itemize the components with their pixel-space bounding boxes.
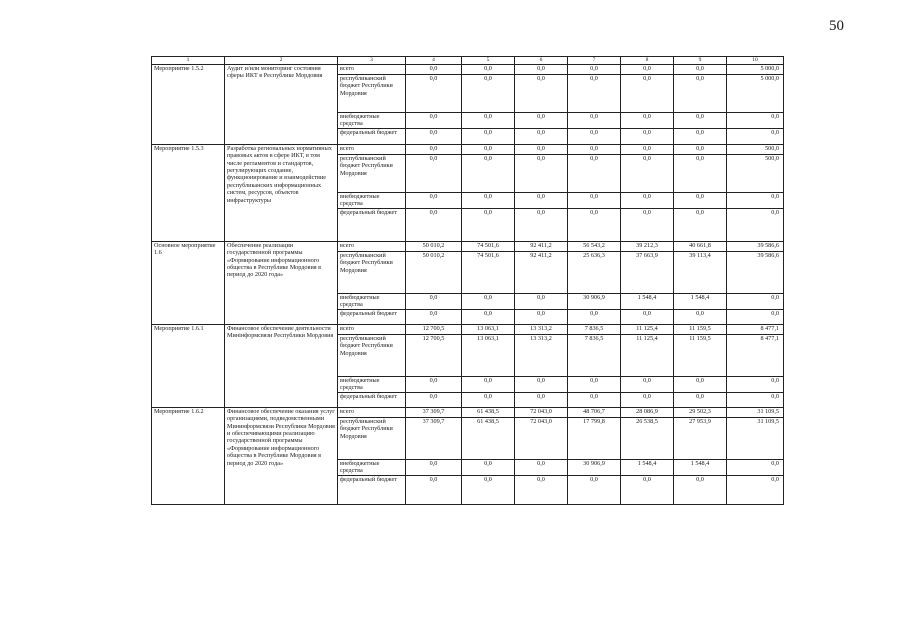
- amount-cell: 0,0: [621, 392, 674, 407]
- funding-source: внебюджетные средства: [338, 459, 406, 475]
- funding-source: республиканский бюджет Республики Мордовия: [338, 251, 406, 293]
- funding-source: федеральный бюджет: [338, 128, 406, 144]
- amount-cell: 61 438,5: [462, 407, 515, 417]
- amount-cell: 0,0: [727, 459, 784, 475]
- activity-code: Мероприятие 1.5.3: [152, 144, 225, 241]
- table-body: [152, 65, 784, 505]
- amount-cell: 37 663,9: [621, 251, 674, 293]
- amount-cell: 0,0: [727, 208, 784, 241]
- amount-cell: 0,0: [406, 192, 462, 208]
- budget-table: [151, 56, 784, 505]
- amount-cell: 0,0: [621, 309, 674, 324]
- table-row: [152, 324, 784, 334]
- amount-cell: 0,0: [515, 392, 568, 407]
- amount-cell: 7 836,5: [568, 324, 621, 334]
- funding-source: внебюджетные средства: [338, 113, 406, 129]
- funding-source: внебюджетные средства: [338, 376, 406, 392]
- funding-source: республиканский бюджет Республики Мордовия: [338, 334, 406, 376]
- funding-source: всего: [338, 65, 406, 75]
- amount-cell: 0,0: [462, 475, 515, 504]
- amount-cell: 48 706,7: [568, 407, 621, 417]
- activity-name: Финансовое обеспечение оказания услуг организациями, подведомственными Мининформсвязи Республики Мордовия и обеспечивающими реализацию государственной программы «Формирование информационного общества в Республике Мордовия в период до 2020 года»: [225, 407, 338, 504]
- amount-cell: 0,0: [621, 475, 674, 504]
- amount-cell: 5 000,0: [727, 65, 784, 75]
- amount-cell: 0,0: [515, 475, 568, 504]
- amount-cell: 0,0: [406, 376, 462, 392]
- amount-cell: 0,0: [568, 475, 621, 504]
- amount-cell: 0,0: [568, 309, 621, 324]
- amount-cell: 0,0: [462, 459, 515, 475]
- amount-cell: 0,0: [515, 65, 568, 75]
- table-row: [152, 241, 784, 251]
- column-header: 9: [674, 57, 727, 65]
- funding-source: федеральный бюджет: [338, 475, 406, 504]
- amount-cell: 0,0: [621, 154, 674, 192]
- column-header: 6: [515, 57, 568, 65]
- amount-cell: 0,0: [727, 376, 784, 392]
- amount-cell: 0,0: [406, 128, 462, 144]
- amount-cell: 0,0: [462, 293, 515, 309]
- amount-cell: 0,0: [462, 154, 515, 192]
- column-header: 4: [406, 57, 462, 65]
- funding-source: всего: [338, 241, 406, 251]
- amount-cell: 11 159,5: [674, 334, 727, 376]
- amount-cell: 1 548,4: [674, 293, 727, 309]
- activity-name: Финансовое обеспечение деятельности Минінформсвязи Республики Мордовия: [225, 324, 338, 407]
- column-header: 7: [568, 57, 621, 65]
- amount-cell: 30 906,9: [568, 459, 621, 475]
- amount-cell: 0,0: [568, 208, 621, 241]
- amount-cell: 0,0: [515, 208, 568, 241]
- column-header: 1: [152, 57, 225, 65]
- amount-cell: 1 548,4: [674, 459, 727, 475]
- amount-cell: 13 313,2: [515, 334, 568, 376]
- amount-cell: 50 010,2: [406, 251, 462, 293]
- column-header: 5: [462, 57, 515, 65]
- amount-cell: 0,0: [621, 65, 674, 75]
- amount-cell: 11 125,4: [621, 334, 674, 376]
- amount-cell: 0,0: [621, 208, 674, 241]
- amount-cell: 17 799,8: [568, 417, 621, 459]
- amount-cell: 0,0: [406, 113, 462, 129]
- amount-cell: 0,0: [406, 293, 462, 309]
- funding-source: федеральный бюджет: [338, 392, 406, 407]
- amount-cell: 56 543,2: [568, 241, 621, 251]
- amount-cell: 0,0: [515, 459, 568, 475]
- amount-cell: 7 836,5: [568, 334, 621, 376]
- amount-cell: 40 661,8: [674, 241, 727, 251]
- amount-cell: 0,0: [462, 144, 515, 154]
- amount-cell: 31 109,5: [727, 407, 784, 417]
- amount-cell: 0,0: [406, 144, 462, 154]
- amount-cell: 0,0: [568, 192, 621, 208]
- amount-cell: 0,0: [674, 154, 727, 192]
- amount-cell: 0,0: [568, 75, 621, 113]
- amount-cell: 0,0: [515, 309, 568, 324]
- amount-cell: 11 125,4: [621, 324, 674, 334]
- amount-cell: 27 953,9: [674, 417, 727, 459]
- amount-cell: 0,0: [674, 208, 727, 241]
- amount-cell: 0,0: [515, 75, 568, 113]
- amount-cell: 0,0: [621, 113, 674, 129]
- activity-code: Мероприятие 1.5.2: [152, 65, 225, 145]
- amount-cell: 0,0: [621, 128, 674, 144]
- amount-cell: 0,0: [674, 75, 727, 113]
- amount-cell: 0,0: [621, 75, 674, 113]
- amount-cell: 0,0: [727, 113, 784, 129]
- amount-cell: 0,0: [568, 65, 621, 75]
- amount-cell: 13 063,1: [462, 334, 515, 376]
- amount-cell: 39 586,6: [727, 251, 784, 293]
- amount-cell: 13 313,2: [515, 324, 568, 334]
- amount-cell: 0,0: [406, 475, 462, 504]
- amount-cell: 0,0: [462, 75, 515, 113]
- column-header: 3: [338, 57, 406, 65]
- amount-cell: 37 309,7: [406, 417, 462, 459]
- amount-cell: 30 906,9: [568, 293, 621, 309]
- column-header: 8: [621, 57, 674, 65]
- amount-cell: 0,0: [462, 376, 515, 392]
- amount-cell: 0,0: [462, 65, 515, 75]
- amount-cell: 0,0: [515, 192, 568, 208]
- amount-cell: 28 086,9: [621, 407, 674, 417]
- amount-cell: 0,0: [727, 392, 784, 407]
- amount-cell: 0,0: [674, 475, 727, 504]
- amount-cell: 500,0: [727, 154, 784, 192]
- amount-cell: 0,0: [406, 154, 462, 192]
- amount-cell: 0,0: [568, 113, 621, 129]
- amount-cell: 29 502,3: [674, 407, 727, 417]
- amount-cell: 0,0: [727, 128, 784, 144]
- page-number: 50: [829, 18, 844, 34]
- amount-cell: 0,0: [462, 208, 515, 241]
- activity-name: Аудит и/или мониторинг состояния сферы ИКТ в Республике Мордовия: [225, 65, 338, 145]
- activity-name: Разработка региональных нормативных правовых актов в сфере ИКТ, в том числе регламентов и стандартов, регулирующих создание, функционирование и взаимодействие республиканских информационных систем, ресурсов, объектов инфраструктуры: [225, 144, 338, 241]
- amount-cell: 39 586,6: [727, 241, 784, 251]
- column-header: 2: [225, 57, 338, 65]
- amount-cell: 13 063,1: [462, 324, 515, 334]
- amount-cell: 74 501,6: [462, 241, 515, 251]
- amount-cell: 0,0: [727, 192, 784, 208]
- amount-cell: 0,0: [568, 392, 621, 407]
- activity-code: Основное мероприятие 1.6: [152, 241, 225, 324]
- amount-cell: 72 043,0: [515, 417, 568, 459]
- amount-cell: 61 438,5: [462, 417, 515, 459]
- amount-cell: 26 538,5: [621, 417, 674, 459]
- amount-cell: 0,0: [568, 128, 621, 144]
- amount-cell: 0,0: [406, 459, 462, 475]
- amount-cell: 0,0: [406, 75, 462, 113]
- amount-cell: 0,0: [515, 376, 568, 392]
- funding-source: республиканский бюджет Республики Мордовия: [338, 154, 406, 192]
- activity-name: Обеспечение реализации государственной программы «Формирование информационного общества в Республике Мордовия в период до 2020 года»: [225, 241, 338, 324]
- amount-cell: 50 010,2: [406, 241, 462, 251]
- activity-code: Мероприятие 1.6.1: [152, 324, 225, 407]
- funding-source: всего: [338, 324, 406, 334]
- amount-cell: 0,0: [674, 192, 727, 208]
- amount-cell: 0,0: [406, 208, 462, 241]
- funding-source: федеральный бюджет: [338, 208, 406, 241]
- amount-cell: 0,0: [515, 113, 568, 129]
- amount-cell: 0,0: [462, 309, 515, 324]
- amount-cell: 5 000,0: [727, 75, 784, 113]
- amount-cell: 0,0: [674, 65, 727, 75]
- amount-cell: 0,0: [515, 293, 568, 309]
- funding-source: федеральный бюджет: [338, 309, 406, 324]
- amount-cell: 0,0: [406, 392, 462, 407]
- amount-cell: 39 113,4: [674, 251, 727, 293]
- amount-cell: 25 636,3: [568, 251, 621, 293]
- amount-cell: 0,0: [462, 192, 515, 208]
- amount-cell: 0,0: [462, 113, 515, 129]
- table-row: [152, 407, 784, 417]
- amount-cell: 31 109,5: [727, 417, 784, 459]
- amount-cell: 0,0: [674, 128, 727, 144]
- amount-cell: 0,0: [406, 309, 462, 324]
- funding-source: республиканский бюджет Республики Мордовия: [338, 417, 406, 459]
- funding-source: республиканский бюджет Республики Мордовия: [338, 75, 406, 113]
- amount-cell: 0,0: [462, 128, 515, 144]
- amount-cell: 0,0: [515, 144, 568, 154]
- amount-cell: 37 309,7: [406, 407, 462, 417]
- amount-cell: 0,0: [621, 192, 674, 208]
- activity-code: Мероприятие 1.6.2: [152, 407, 225, 504]
- column-header: 10: [727, 57, 784, 65]
- amount-cell: 0,0: [462, 392, 515, 407]
- amount-cell: 0,0: [674, 376, 727, 392]
- amount-cell: 0,0: [515, 128, 568, 144]
- amount-cell: 0,0: [674, 392, 727, 407]
- amount-cell: 0,0: [621, 144, 674, 154]
- amount-cell: 0,0: [621, 376, 674, 392]
- amount-cell: 8 477,1: [727, 334, 784, 376]
- amount-cell: 0,0: [568, 144, 621, 154]
- table-row: [152, 65, 784, 75]
- amount-cell: 92 411,2: [515, 241, 568, 251]
- amount-cell: 0,0: [406, 65, 462, 75]
- amount-cell: 72 043,0: [515, 407, 568, 417]
- funding-source: всего: [338, 407, 406, 417]
- amount-cell: 74 501,6: [462, 251, 515, 293]
- amount-cell: 11 159,5: [674, 324, 727, 334]
- amount-cell: 0,0: [568, 154, 621, 192]
- amount-cell: 0,0: [727, 309, 784, 324]
- amount-cell: 0,0: [727, 475, 784, 504]
- amount-cell: 0,0: [515, 154, 568, 192]
- amount-cell: 92 411,2: [515, 251, 568, 293]
- amount-cell: 0,0: [727, 293, 784, 309]
- funding-source: внебюджетные средства: [338, 192, 406, 208]
- amount-cell: 500,0: [727, 144, 784, 154]
- amount-cell: 12 700,5: [406, 324, 462, 334]
- funding-source: всего: [338, 144, 406, 154]
- amount-cell: 1 548,4: [621, 293, 674, 309]
- amount-cell: 0,0: [674, 144, 727, 154]
- amount-cell: 0,0: [674, 309, 727, 324]
- table-row: [152, 144, 784, 154]
- amount-cell: 39 212,3: [621, 241, 674, 251]
- header-row: [152, 57, 784, 65]
- amount-cell: 1 548,4: [621, 459, 674, 475]
- amount-cell: 8 477,1: [727, 324, 784, 334]
- funding-source: внебюджетные средства: [338, 293, 406, 309]
- amount-cell: 12 700,5: [406, 334, 462, 376]
- amount-cell: 0,0: [674, 113, 727, 129]
- amount-cell: 0,0: [568, 376, 621, 392]
